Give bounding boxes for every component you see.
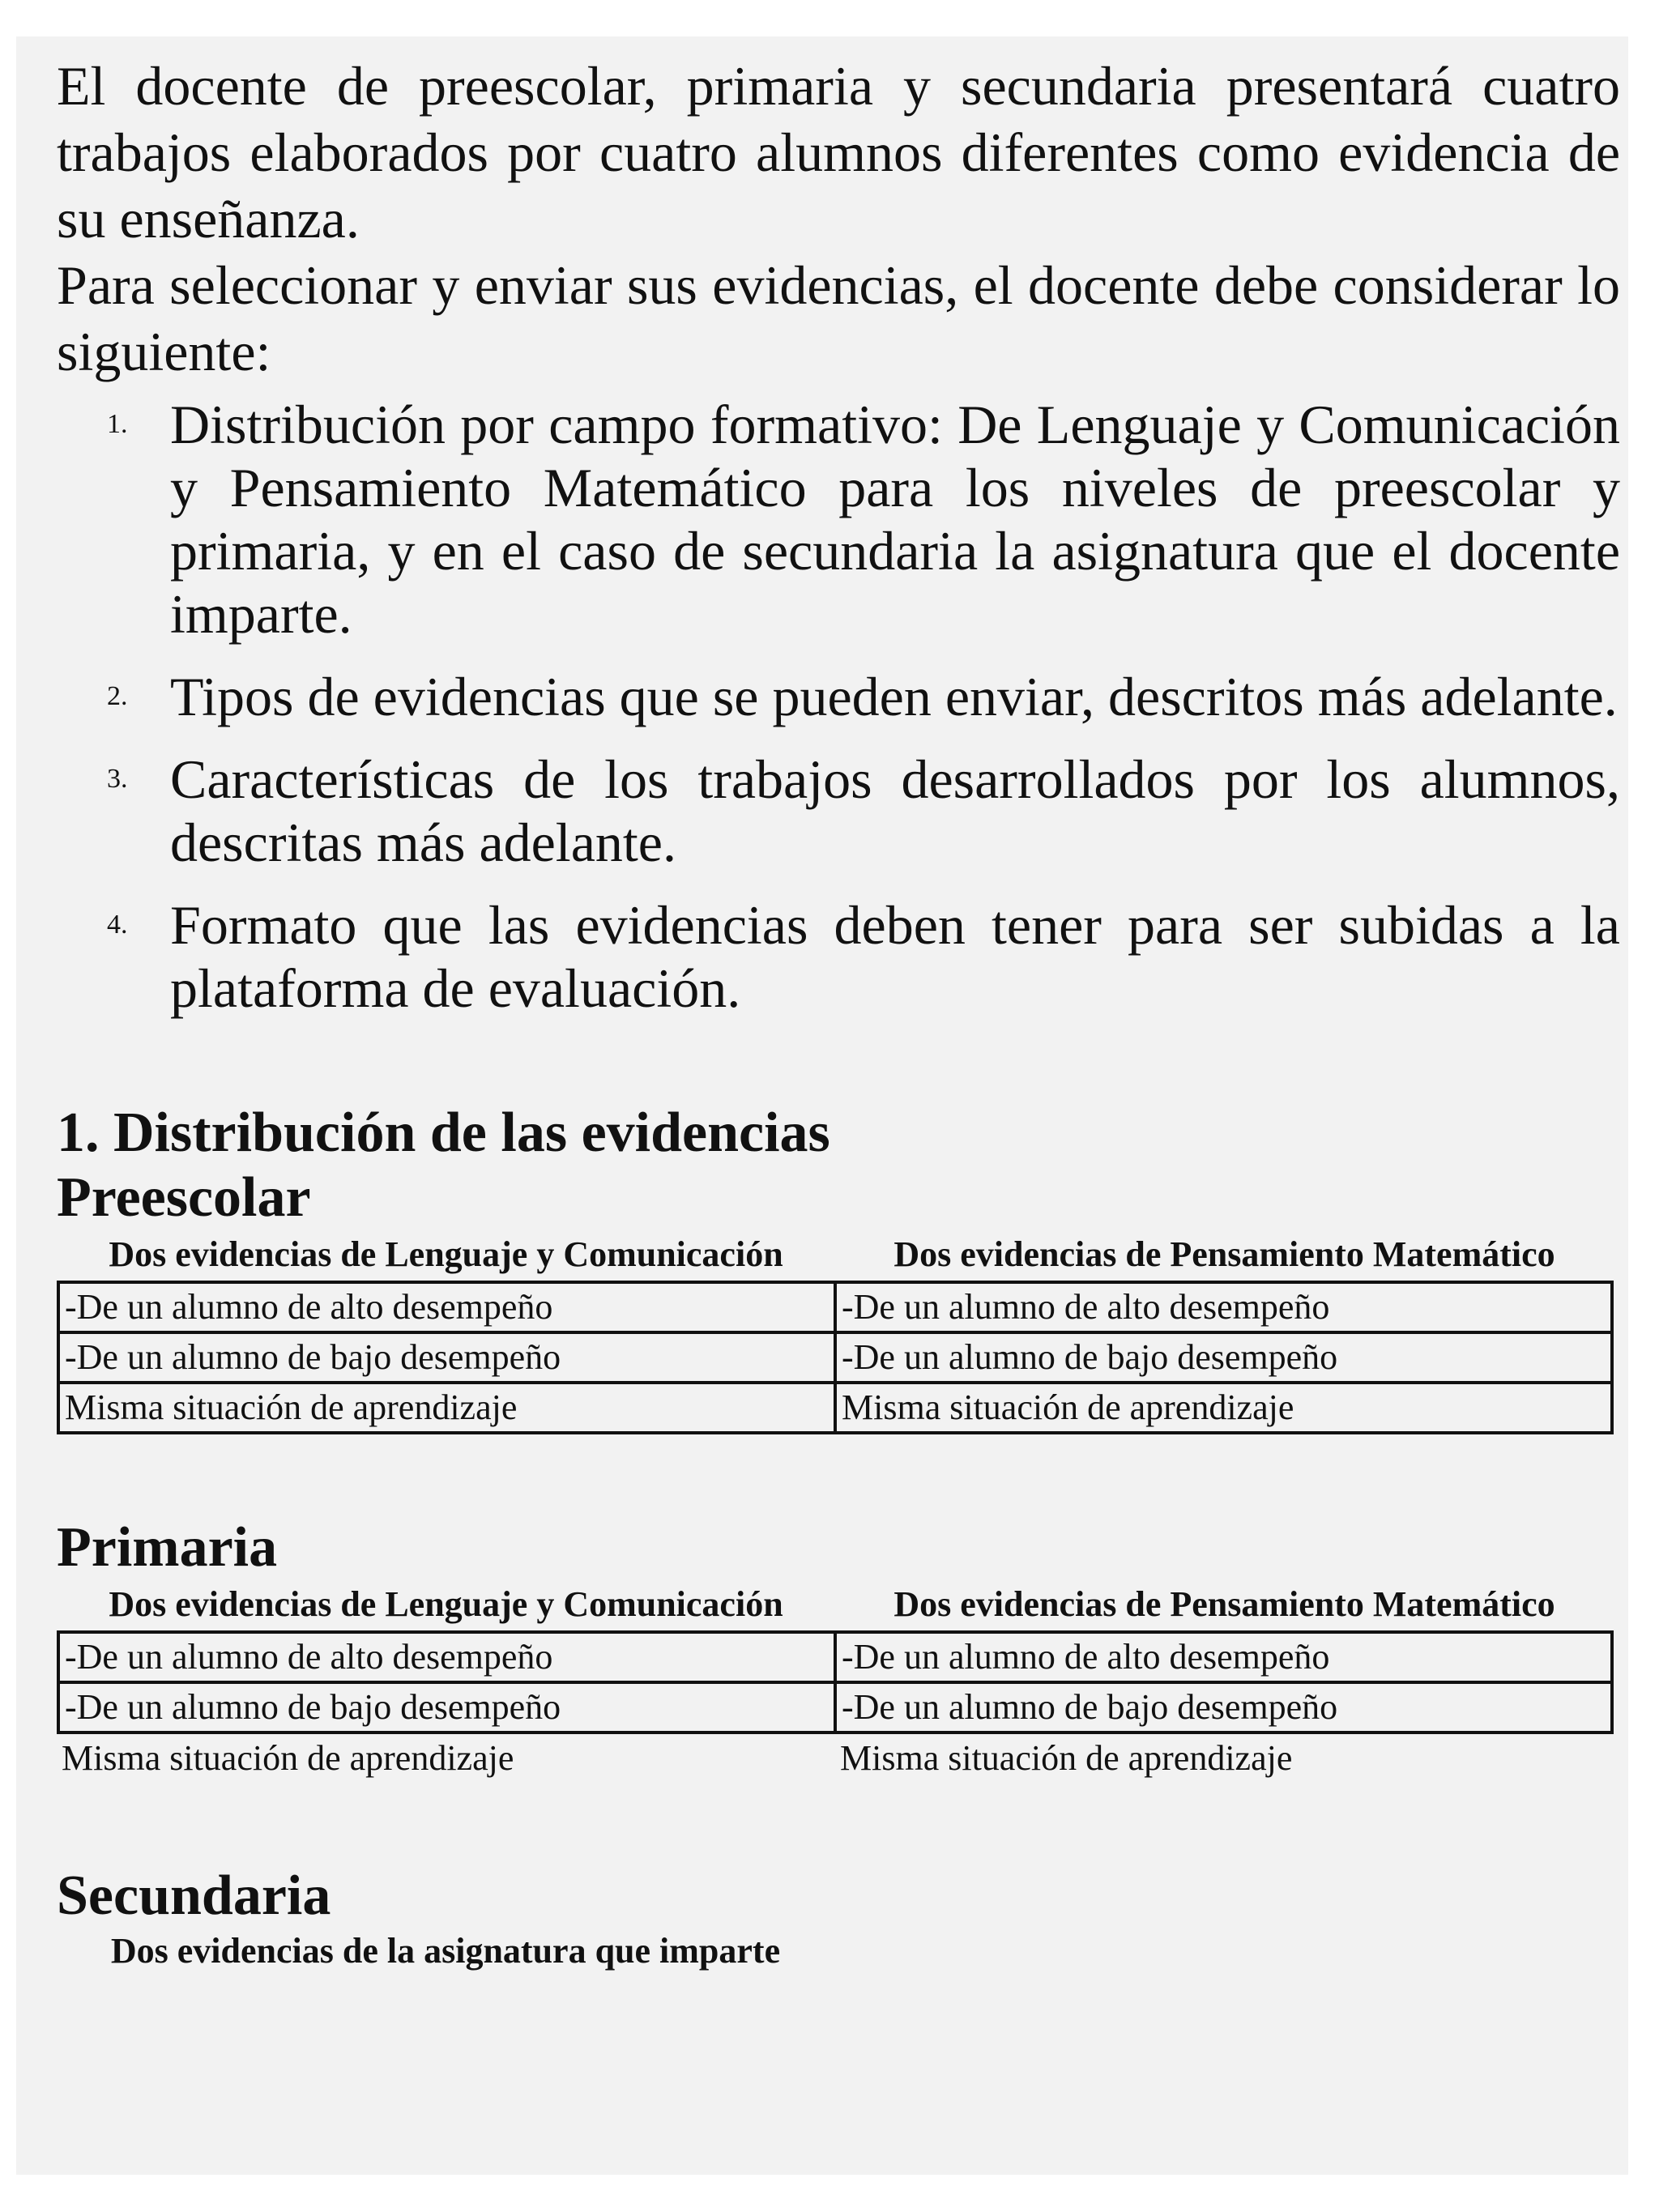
column-header-pensamiento: Dos evidencias de Pensamiento Matemático (893, 1584, 1555, 1624)
preescolar-column-headers (57, 1232, 1614, 1277)
primaria-note-left: Misma situación de aprendizaje (62, 1738, 514, 1778)
table-cell: -De un alumno de alto desempeño (835, 1632, 1612, 1682)
preescolar-title: Preescolar (57, 1166, 311, 1229)
document-content (57, 53, 1620, 1974)
table-cell: -De un alumno de alto desempeño (835, 1282, 1612, 1332)
table-row (58, 1332, 1612, 1383)
table-cell: -De un alumno de bajo desempeño (58, 1332, 835, 1383)
table-row (58, 1282, 1612, 1332)
primaria-table (57, 1630, 1614, 1734)
table-row (58, 1682, 1612, 1733)
list-item (57, 393, 1620, 646)
column-header-lenguaje: Dos evidencias de Lenguaje y Comunicación (109, 1584, 783, 1624)
column-header-pensamiento: Dos evidencias de Pensamiento Matemático (893, 1234, 1555, 1274)
list-item-text: Distribución por campo formativo: De Lenguaje y Comunicación y Pensamiento Matemático para los niveles de preescolar y primaria, y en el caso de secundaria la asignatura que el docente imparte. (170, 394, 1620, 645)
list-item-text: Formato que las evidencias deben tener para ser subidas a la plataforma de evaluación. (170, 894, 1620, 1019)
list-item-text: Características de los trabajos desarrollados por los alumnos, descritas más adelante. (170, 748, 1620, 873)
list-item (57, 665, 1620, 728)
intro-paragraph-2: Para seleccionar y enviar sus evidencias, el docente debe considerar lo siguiente: (57, 254, 1620, 382)
list-item (57, 893, 1620, 1020)
table-row (58, 1383, 1612, 1433)
table-cell: -De un alumno de alto desempeño (58, 1632, 835, 1682)
section-title: 1. Distribución de las evidencias (57, 1102, 830, 1164)
table-cell: -De un alumno de bajo desempeño (58, 1682, 835, 1733)
primaria-note-row (57, 1734, 1614, 1783)
primaria-note-right: Misma situación de aprendizaje (840, 1738, 1293, 1778)
list-item (57, 748, 1620, 874)
document-page (16, 36, 1628, 2175)
list-item-text: Tipos de evidencias que se pueden enviar, descritos más adelante. (170, 666, 1618, 727)
table-cell: -De un alumno de alto desempeño (58, 1282, 835, 1332)
table-cell: Misma situación de aprendizaje (835, 1383, 1612, 1433)
table-cell: -De un alumno de bajo desempeño (835, 1682, 1612, 1733)
primaria-column-headers (57, 1582, 1614, 1627)
column-header-lenguaje: Dos evidencias de Lenguaje y Comunicación (109, 1234, 783, 1274)
table-cell: Misma situación de aprendizaje (58, 1383, 835, 1433)
list-item-number: 4. (107, 910, 128, 940)
secundaria-column-header: Dos evidencias de la asignatura que imparte (110, 1931, 781, 1971)
considerations-list (57, 393, 1620, 1020)
preescolar-table (57, 1281, 1614, 1434)
intro-paragraph-1: El docente de preescolar, primaria y secundaria presentará cuatro trabajos elaborados por cuatro alumnos diferentes como evidencia de su enseñanza. (57, 55, 1620, 249)
table-row (58, 1632, 1612, 1682)
table-cell: -De un alumno de bajo desempeño (835, 1332, 1612, 1383)
list-item-number: 2. (107, 681, 128, 711)
primaria-title: Primaria (57, 1516, 278, 1579)
secundaria-title: Secundaria (57, 1865, 331, 1927)
list-item-number: 3. (107, 764, 128, 794)
list-item-number: 1. (107, 409, 128, 439)
